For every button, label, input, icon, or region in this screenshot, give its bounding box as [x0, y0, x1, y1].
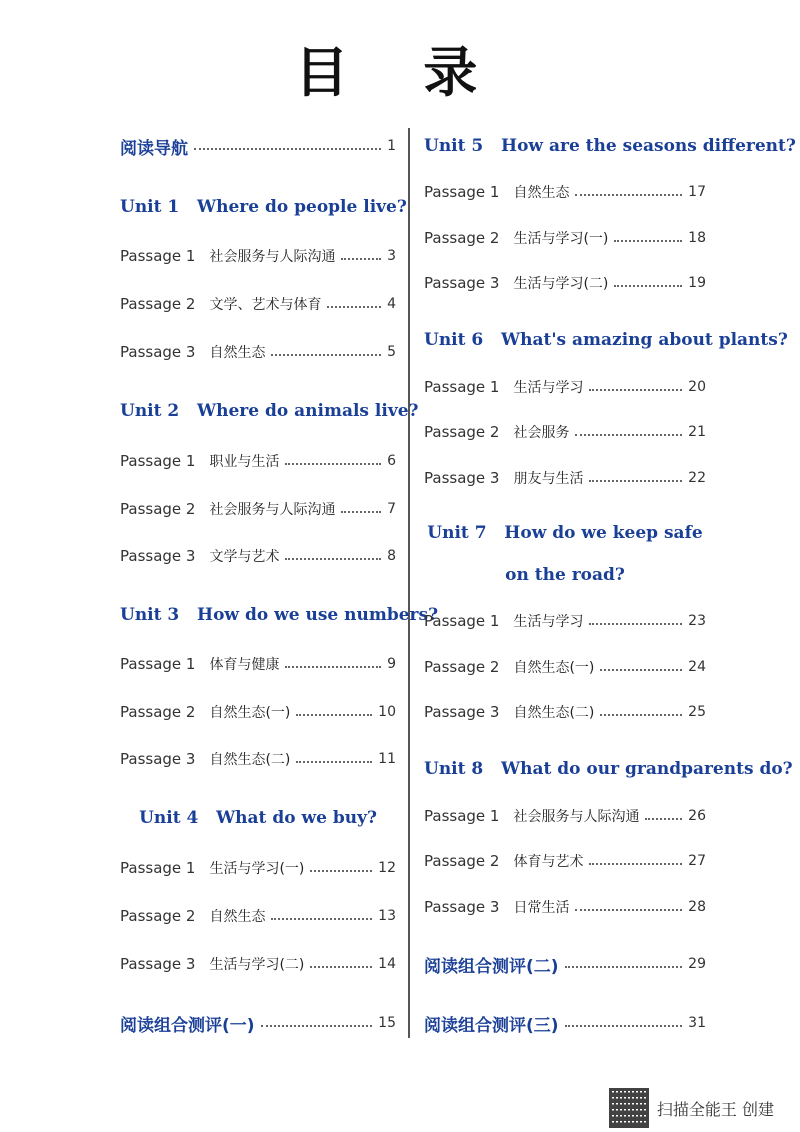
unit-heading[interactable]: [424, 132, 796, 160]
toc-entry[interactable]: [424, 419, 706, 445]
unit-heading[interactable]: [120, 193, 407, 221]
test-label: 阅读组合测评(二): [424, 956, 559, 977]
passage-label: Passage 3: [424, 703, 500, 721]
passage-topic: 社会服务与人际沟通: [209, 502, 336, 518]
page-number: 26: [688, 808, 706, 824]
unit-number: Unit 5: [424, 136, 484, 156]
unit-title: How are the seasons different?: [501, 136, 796, 156]
toc-entry[interactable]: [424, 179, 706, 205]
test-label: 阅读组合测评(一): [120, 1015, 255, 1036]
page-number: 3: [387, 248, 396, 264]
dot-leader: [645, 818, 682, 820]
toc-entry[interactable]: [120, 339, 396, 365]
dot-leader: [194, 148, 381, 150]
passage-topic: 朋友与生活: [513, 471, 584, 487]
page-number: 21: [688, 424, 706, 440]
passage-topic: 体育与健康: [209, 657, 280, 673]
unit-number: Unit 7: [427, 523, 487, 543]
unit-title: Where do animals live?: [197, 401, 419, 421]
page-number: 20: [688, 379, 706, 395]
dot-leader: [271, 354, 381, 356]
page-number: 13: [378, 908, 396, 924]
passage-label: Passage 3: [120, 750, 196, 768]
page-number: 24: [688, 659, 706, 675]
unit-title: What do our grandparents do?: [501, 759, 793, 779]
unit-title: How do we keep safe: [504, 523, 703, 543]
toc-entry[interactable]: [120, 448, 396, 474]
dot-leader: [296, 714, 372, 716]
page-number: 15: [378, 1015, 396, 1031]
page-number: 18: [688, 230, 706, 246]
page-number: 10: [378, 704, 396, 720]
passage-label: Passage 1: [424, 612, 500, 630]
unit-number: Unit 8: [424, 759, 484, 779]
passage-topic: 自然生态: [209, 345, 266, 361]
page-number: 4: [387, 296, 396, 312]
unit-number: Unit 4: [139, 808, 199, 828]
qr-code-icon: [609, 1088, 649, 1128]
dot-leader: [341, 511, 381, 513]
passage-label: Passage 3: [424, 469, 500, 487]
dot-leader: [600, 669, 682, 671]
unit-number: Unit 2: [120, 401, 180, 421]
toc-entry[interactable]: [424, 699, 706, 725]
toc-entry[interactable]: [120, 855, 396, 881]
dot-leader: [310, 870, 372, 872]
passage-topic: 自然生态(二): [513, 705, 595, 721]
dot-leader: [271, 918, 372, 920]
page-number: 12: [378, 860, 396, 876]
dot-leader: [589, 863, 682, 865]
dot-leader: [285, 558, 381, 560]
passage-topic: 社会服务与人际沟通: [209, 249, 336, 265]
dot-leader: [589, 480, 682, 482]
passage-topic: 自然生态(一): [513, 660, 595, 676]
page-number: 1: [387, 138, 396, 154]
test-label: 阅读组合测评(三): [424, 1015, 559, 1036]
column-divider: [408, 128, 410, 1038]
toc-entry[interactable]: [120, 543, 396, 569]
page-number: 11: [378, 751, 396, 767]
unit-heading[interactable]: [120, 397, 419, 425]
passage-topic: 生活与学习(二): [513, 276, 609, 292]
page-number: 31: [688, 1015, 706, 1031]
dot-leader: [565, 966, 683, 968]
passage-label: Passage 2: [120, 907, 196, 925]
toc-entry[interactable]: [424, 608, 706, 634]
page-number: 28: [688, 899, 706, 915]
unit-title: Where do people live?: [197, 197, 407, 217]
passage-label: Passage 3: [424, 274, 500, 292]
toc-entry-test-2[interactable]: [424, 951, 706, 977]
passage-label: Passage 2: [424, 229, 500, 247]
passage-label: Passage 3: [120, 343, 196, 361]
page-number: 27: [688, 853, 706, 869]
reading-guide-label: 阅读导航: [120, 138, 188, 159]
unit-title-continued: on the road?: [505, 565, 625, 585]
page-number: 23: [688, 613, 706, 629]
unit-heading[interactable]: [424, 519, 706, 547]
passage-topic: 自然生态(一): [209, 705, 291, 721]
page-number: 17: [688, 184, 706, 200]
page-number: 5: [387, 344, 396, 360]
passage-label: Passage 2: [424, 423, 500, 441]
passage-topic: 社会服务与人际沟通: [513, 809, 640, 825]
passage-label: Passage 2: [424, 658, 500, 676]
passage-label: Passage 2: [120, 703, 196, 721]
passage-label: Passage 1: [424, 378, 500, 396]
toc-entry[interactable]: [120, 651, 396, 677]
passage-topic: 生活与学习: [513, 380, 584, 396]
toc-entry[interactable]: [424, 894, 706, 920]
toc-entry[interactable]: [424, 465, 706, 491]
toc-entry[interactable]: [424, 225, 706, 251]
passage-label: Passage 3: [120, 955, 196, 973]
dot-leader: [341, 258, 381, 260]
dot-leader: [296, 761, 372, 763]
passage-topic: 日常生活: [513, 900, 570, 916]
dot-leader: [327, 306, 381, 308]
page-number: 8: [387, 548, 396, 564]
dot-leader: [614, 285, 682, 287]
passage-topic: 生活与学习(一): [209, 861, 305, 877]
toc-entry[interactable]: [424, 374, 706, 400]
passage-topic: 自然生态: [513, 185, 570, 201]
dot-leader: [600, 714, 682, 716]
passage-topic: 自然生态: [209, 909, 266, 925]
toc-entry[interactable]: [120, 951, 396, 977]
dot-leader: [614, 240, 682, 242]
passage-topic: 生活与学习(一): [513, 231, 609, 247]
passage-topic: 文学、艺术与体育: [209, 297, 322, 313]
dot-leader: [589, 389, 682, 391]
passage-label: Passage 2: [120, 500, 196, 518]
page-number: 6: [387, 453, 396, 469]
passage-label: Passage 2: [120, 295, 196, 313]
scanner-watermark: [609, 1088, 774, 1128]
passage-label: Passage 1: [120, 859, 196, 877]
unit-title: What's amazing about plants?: [501, 330, 788, 350]
passage-topic: 生活与学习: [513, 614, 584, 630]
unit-number: Unit 6: [424, 330, 484, 350]
passage-label: Passage 3: [120, 547, 196, 565]
unit-heading[interactable]: [424, 755, 793, 783]
dot-leader: [261, 1025, 373, 1027]
page-number: 25: [688, 704, 706, 720]
page-number: 9: [387, 656, 396, 672]
page-title: 目 录: [294, 41, 506, 104]
passage-label: Passage 3: [424, 898, 500, 916]
toc-entry-reading-guide[interactable]: [120, 133, 396, 159]
page-number: 14: [378, 956, 396, 972]
passage-topic: 生活与学习(二): [209, 957, 305, 973]
toc-entry[interactable]: [120, 243, 396, 269]
passage-label: Passage 1: [120, 655, 196, 673]
passage-topic: 自然生态(二): [209, 752, 291, 768]
toc-entry[interactable]: [120, 746, 396, 772]
passage-topic: 社会服务: [513, 425, 570, 441]
unit-number: Unit 1: [120, 197, 180, 217]
toc-entry-test-1[interactable]: [120, 1010, 396, 1036]
passage-topic: 职业与生活: [209, 454, 280, 470]
passage-label: Passage 1: [120, 247, 196, 265]
passage-label: Passage 1: [424, 807, 500, 825]
toc-entry[interactable]: [120, 903, 396, 929]
unit-heading[interactable]: [424, 326, 788, 354]
toc-entry[interactable]: [120, 291, 396, 317]
toc-entry[interactable]: [120, 496, 396, 522]
passage-topic: 文学与艺术: [209, 549, 280, 565]
toc-entry-test-3[interactable]: [424, 1010, 706, 1036]
dot-leader: [565, 1025, 683, 1027]
unit-heading[interactable]: [120, 601, 439, 629]
page-number: 22: [688, 470, 706, 486]
dot-leader: [285, 666, 381, 668]
dot-leader: [575, 194, 682, 196]
toc-entry[interactable]: [424, 848, 706, 874]
page-number: 19: [688, 275, 706, 291]
dot-leader: [310, 966, 372, 968]
unit-heading[interactable]: [120, 804, 396, 832]
toc-entry[interactable]: [424, 270, 706, 296]
page-number: 29: [688, 956, 706, 972]
toc-entry[interactable]: [424, 803, 706, 829]
unit-title: How do we use numbers?: [197, 605, 439, 625]
unit-number: Unit 3: [120, 605, 180, 625]
passage-topic: 体育与艺术: [513, 854, 584, 870]
dot-leader: [575, 434, 682, 436]
watermark-text: 扫描全能王 创建: [656, 1099, 774, 1119]
passage-label: Passage 1: [424, 183, 500, 201]
toc-entry[interactable]: [120, 699, 396, 725]
unit-title: What do we buy?: [216, 808, 377, 828]
page-number: 7: [387, 501, 396, 517]
passage-label: Passage 2: [424, 852, 500, 870]
passage-label: Passage 1: [120, 452, 196, 470]
dot-leader: [575, 909, 682, 911]
dot-leader: [285, 463, 381, 465]
toc-entry[interactable]: [424, 654, 706, 680]
dot-leader: [589, 623, 682, 625]
